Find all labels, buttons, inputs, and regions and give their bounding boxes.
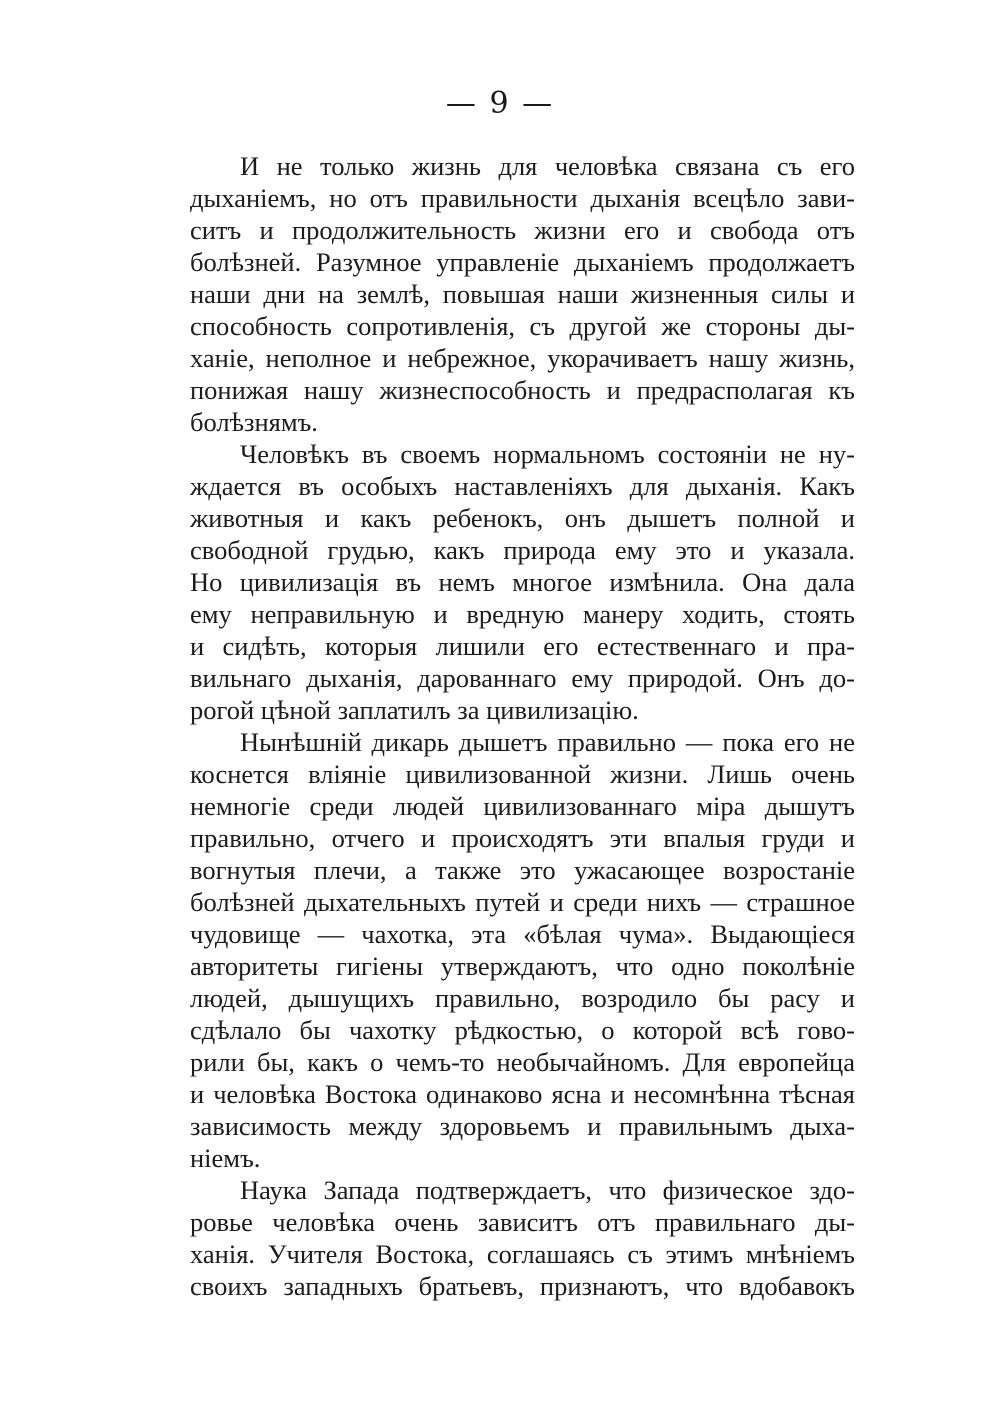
text-line: дыханіемъ, но отъ правильности дыханія всецѣло зави- [190, 183, 855, 213]
text-line: ніемъ. [190, 1143, 261, 1173]
text-line: ему неправильную и вредную манеру ходить, стоять [190, 599, 855, 629]
text-line: болѣзней дыхательныхъ путей и среди нихъ — страшное [190, 887, 855, 917]
text-line: рили бы, какъ о чемъ-то необычайномъ. Для европейца [190, 1047, 855, 1077]
text-line: наши дни на землѣ, повышая наши жизненныя силы и [190, 279, 855, 309]
text-line: немногіе среди людей цивилизованнаго міра дышутъ [190, 791, 855, 821]
text-line: чудовище — чахотка, эта «бѣлая чума». Выдающіеся [190, 919, 855, 949]
text-line: Нынѣшній дикарь дышетъ правильно — пока его не [240, 727, 855, 757]
text-line: правильно, отчего и происходятъ эти впалыя груди и [190, 823, 855, 853]
text-line: ровье человѣка очень зависитъ отъ правильнаго ды- [190, 1207, 855, 1237]
text-line: вогнутыя плечи, а также это ужасающее возростаніе [190, 855, 855, 885]
text-line: животныя и какъ ребенокъ, онъ дышетъ полной и [190, 503, 855, 533]
paragraph-2 [190, 438, 855, 726]
text-line: рогой цѣной заплатилъ за цивилизацію. [190, 695, 639, 725]
text-line: сдѣлало бы чахотку рѣдкостью, о которой всѣ гово- [190, 1015, 855, 1045]
text-line: Человѣкъ въ своемъ нормальномъ состояніи не ну- [240, 439, 855, 469]
text-line: Но цивилизація въ немъ многое измѣнила. Она дала [190, 567, 855, 597]
text-line: ханія. Учителя Востока, соглашаясь съ этимъ мнѣніемъ [190, 1239, 855, 1269]
paragraph-1 [190, 150, 855, 438]
paragraph-3 [190, 726, 855, 1174]
text-line: болѣзнямъ. [190, 407, 318, 437]
text-line: болѣзней. Разумное управленіе дыханіемъ продолжаетъ [190, 247, 855, 277]
text-line: авторитеты гигіены утверждаютъ, что одно поколѣніе [190, 951, 855, 981]
text-line: и человѣка Востока одинаково ясна и несомнѣнна тѣсная [190, 1079, 855, 1109]
text-line: коснется вліяніе цивилизованной жизни. Лишь очень [190, 759, 855, 789]
page-number: — 9 — [445, 86, 555, 121]
text-line: вильнаго дыханія, дарованнаго ему природой. Онъ до- [190, 663, 855, 693]
text-line: своихъ западныхъ братьевъ, признаютъ, что вдобавокъ [190, 1271, 855, 1301]
paragraph-4 [190, 1174, 855, 1302]
text-line: зависимость между здоровьемъ и правильнымъ дыха- [190, 1111, 855, 1141]
text-line: Наука Запада подтверждаетъ, что физическое здо- [240, 1175, 855, 1205]
text-line: И не только жизнь для человѣка связана съ его [240, 151, 855, 181]
body-text [190, 150, 855, 1302]
text-line: способность сопротивленія, съ другой же стороны ды- [190, 311, 855, 341]
text-line: и сидѣть, которыя лишили его естественнаго и пра- [190, 631, 855, 661]
text-line: людей, дышущихъ правильно, возродило бы расу и [190, 983, 855, 1013]
text-line: ждается въ особыхъ наставленіяхъ для дыханія. Какъ [190, 471, 855, 501]
text-line: понижая нашу жизнеспособность и предрасполагая къ [190, 375, 855, 405]
text-line: ситъ и продолжительность жизни его и свобода отъ [190, 215, 855, 245]
text-line: свободной грудью, какъ природа ему это и указала. [190, 535, 855, 565]
text-line: ханіе, неполное и небрежное, укорачиваетъ нашу жизнь, [190, 343, 855, 373]
